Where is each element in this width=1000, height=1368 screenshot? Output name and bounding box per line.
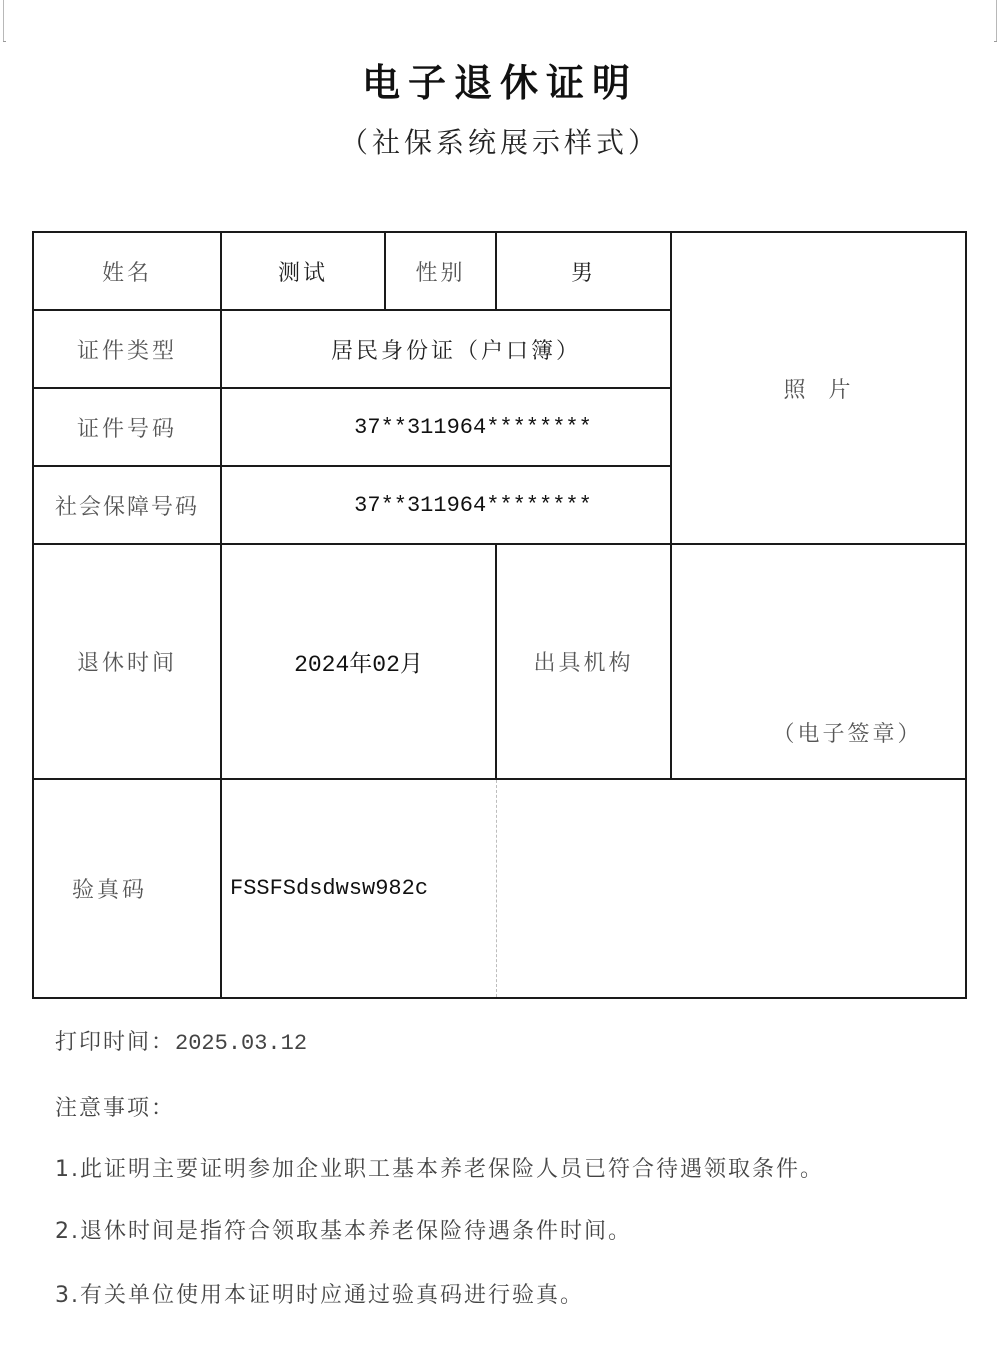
electronic-seal-placeholder: （电子签章） bbox=[772, 722, 923, 747]
print-time bbox=[55, 1025, 307, 1056]
id-type-value: 居民身份证（户口簿） bbox=[330, 338, 581, 364]
name-value: 测试 bbox=[277, 260, 328, 286]
id-number-value: 37**311964******** bbox=[354, 414, 592, 440]
photo-placeholder: 照 片 bbox=[783, 377, 854, 403]
issuer-label: 出具机构 bbox=[533, 651, 634, 676]
id-type-label: 证件类型 bbox=[76, 338, 177, 364]
dashed-divider bbox=[496, 780, 497, 997]
document-subtitle: （社保系统展示样式） bbox=[339, 126, 660, 159]
gender-value: 男 bbox=[570, 260, 596, 286]
social-security-value: 37**311964******** bbox=[354, 492, 592, 518]
gender-label: 性别 bbox=[415, 260, 466, 286]
retirement-time-label: 退休时间 bbox=[76, 651, 177, 676]
verification-code-value: FSSFSdsdwsw982c bbox=[230, 876, 429, 901]
retirement-time-value: 2024年02月 bbox=[294, 652, 423, 678]
certificate-table bbox=[32, 231, 967, 999]
note-item: 2.退休时间是指符合领取基本养老保险待遇条件时间。 bbox=[55, 1219, 632, 1244]
crop-mark-left bbox=[3, 0, 4, 42]
name-label: 姓名 bbox=[101, 260, 152, 286]
document-title: 电子退休证明 bbox=[361, 60, 638, 105]
note-item: 1.此证明主要证明参加企业职工基本养老保险人员已符合待遇领取条件。 bbox=[55, 1157, 824, 1182]
social-security-label: 社会保障号码 bbox=[54, 494, 199, 520]
print-time-label: 打印时间： bbox=[55, 1030, 176, 1055]
id-number-label: 证件号码 bbox=[76, 416, 177, 442]
verification-code-label: 验真码 bbox=[72, 878, 148, 903]
crop-mark-right bbox=[996, 0, 997, 42]
note-item: 3.有关单位使用本证明时应通过验真码进行验真。 bbox=[55, 1283, 584, 1308]
notes-heading: 注意事项： bbox=[55, 1096, 176, 1121]
print-time-value: 2025.03.12 bbox=[175, 1031, 308, 1056]
